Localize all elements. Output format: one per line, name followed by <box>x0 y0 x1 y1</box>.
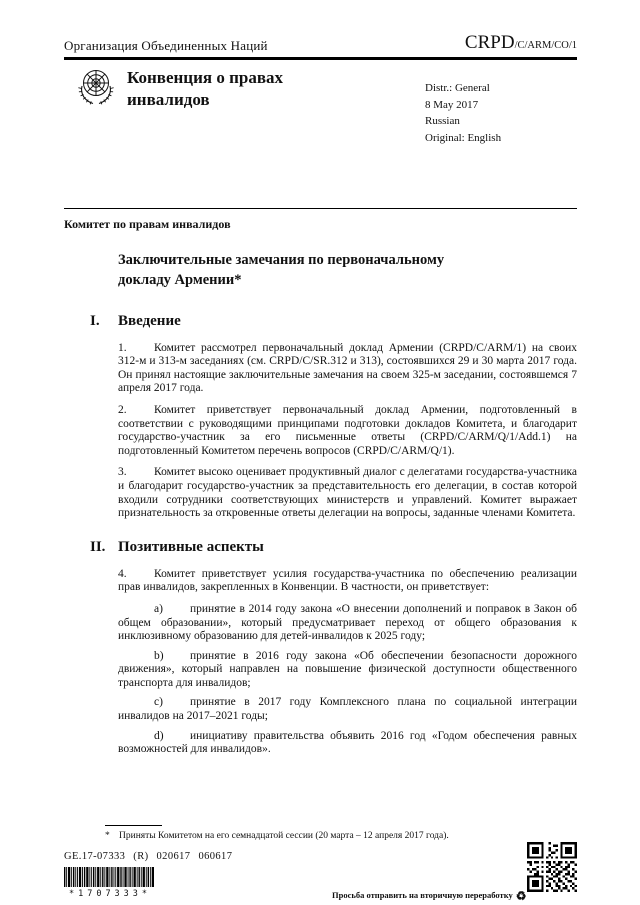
section-heading-introduction <box>90 313 577 330</box>
subitem-a <box>118 603 577 644</box>
paragraph-number: 1. <box>118 341 127 354</box>
qr-code <box>527 842 577 892</box>
section-numeral: II. <box>90 538 106 555</box>
convention-title: Конвенция о правах инвалидов <box>127 68 284 110</box>
paragraph-2 <box>118 404 577 458</box>
section-numeral: I. <box>90 312 100 329</box>
distr-line: Distr.: General <box>425 82 490 94</box>
subitem-text: инициативу правительства объявить 2016 год «Годом обеспечения равных возможностей для инвалидов». <box>118 729 577 756</box>
footnote <box>105 831 577 841</box>
paragraph-3 <box>118 466 577 520</box>
un-emblem-icon <box>74 66 118 110</box>
date-line: 8 May 2017 <box>425 98 479 111</box>
subitem-text: принятие в 2016 году закона «Об обеспечении безопасности дорожного движения», который направлен на повышение физической доступности общественного транспорта для инвалидов; <box>118 649 577 689</box>
header-divider-thick <box>64 57 577 60</box>
subitem-letter: d) <box>154 729 164 742</box>
top-header <box>64 32 577 54</box>
paragraph-text: Комитет приветствует усилия государства-участника по обеспечению реализации прав инвалидов, закрепленных в Конвенции. В частности, он приветствует: <box>118 567 577 594</box>
subitem-letter: a) <box>154 602 163 615</box>
document-meta <box>425 80 501 146</box>
subitem-b <box>118 650 577 691</box>
document-body <box>90 250 577 763</box>
document-symbol-suffix: /C/ARM/CO/1 <box>514 40 577 51</box>
paragraph-text: Комитет рассмотрел первоначальный доклад Армении (CRPD/C/ARM/1) на своих 312-м и 313-м заседаниях (см. CRPD/C/SR.312 и 313), состоявшихся 29 и 30 марта 2017 года. Он принял настоящие заключительные замечания на своем 325-м заседании, состоявшемся 7 апреля 2017 года. <box>118 341 577 395</box>
paragraph-number: 2. <box>118 403 127 416</box>
subitem-text: принятие в 2014 году закона «О внесении дополнений и поправок в Закон об общем образовании», который предусматривает переход от общего образования к инклюзивному образованию для детей-инвалидов к 2025 году; <box>118 602 577 643</box>
recycle-text: Просьба отправить на вторичную переработку <box>332 890 513 900</box>
section-heading-positive-aspects <box>90 539 577 556</box>
document-title: Заключительные замечания по первоначальному докладу Армении* <box>118 252 445 289</box>
barcode-text: *1707333* <box>68 889 152 899</box>
paragraph-text: Комитет высоко оценивает продуктивный диалог с делегатами государства-участника и благодарит государство-участник за представительность его делегации, в состав которой входили сотрудники соответствующих министерств и управлений. Комитет выражает признательность за откровенные ответы делегации на вопросы, заданные членами Комитета. <box>118 466 577 520</box>
footnote-marker: * <box>105 831 110 841</box>
language-line: Russian <box>425 115 460 127</box>
un-org-name: Организация Объединенных Наций <box>64 38 268 53</box>
paragraph-4 <box>118 568 577 595</box>
recycle-note <box>332 889 527 904</box>
subitem-d <box>118 730 577 757</box>
footnote-divider <box>105 825 162 826</box>
subitem-letter: b) <box>154 649 164 662</box>
document-symbol <box>465 32 577 54</box>
subitem-letter: c) <box>154 696 163 709</box>
recycle-icon: ♻ <box>515 889 527 903</box>
barcode <box>64 867 156 887</box>
paragraph-1 <box>118 342 577 396</box>
subitem-c <box>118 696 577 723</box>
paragraph-number: 4. <box>118 567 127 580</box>
document-symbol-main: CRPD <box>464 32 515 53</box>
paragraph-number: 3. <box>118 466 127 479</box>
ge-document-number: GE.17-07333 (R) 020617 060617 <box>64 851 233 862</box>
committee-label: Комитет по правам инвалидов <box>64 217 231 231</box>
subitem-text: принятие в 2017 году Комплексного плана по социальной интеграции инвалидов на 2017–2021 годы; <box>118 696 577 723</box>
paragraph-text: Комитет приветствует первоначальный доклад Армении, подготовленный в соответствии с руководящими принципами подготовки докладов Комитета, и благодарит государство-участник за его письменные ответы (CRPD/C/ARM/Q/1/Add.1) на подготовленный Комитетом перечень вопросов (CRPD/C/ARM/Q/1). <box>118 403 577 457</box>
section-heading-text: Введение <box>118 312 181 329</box>
footnote-text: Приняты Комитетом на его семнадцатой сессии (20 марта – 12 апреля 2017 года). <box>119 831 449 841</box>
original-language-line: Original: English <box>425 131 502 144</box>
section-heading-text: Позитивные аспекты <box>118 538 264 555</box>
section-divider-thin <box>64 208 577 209</box>
